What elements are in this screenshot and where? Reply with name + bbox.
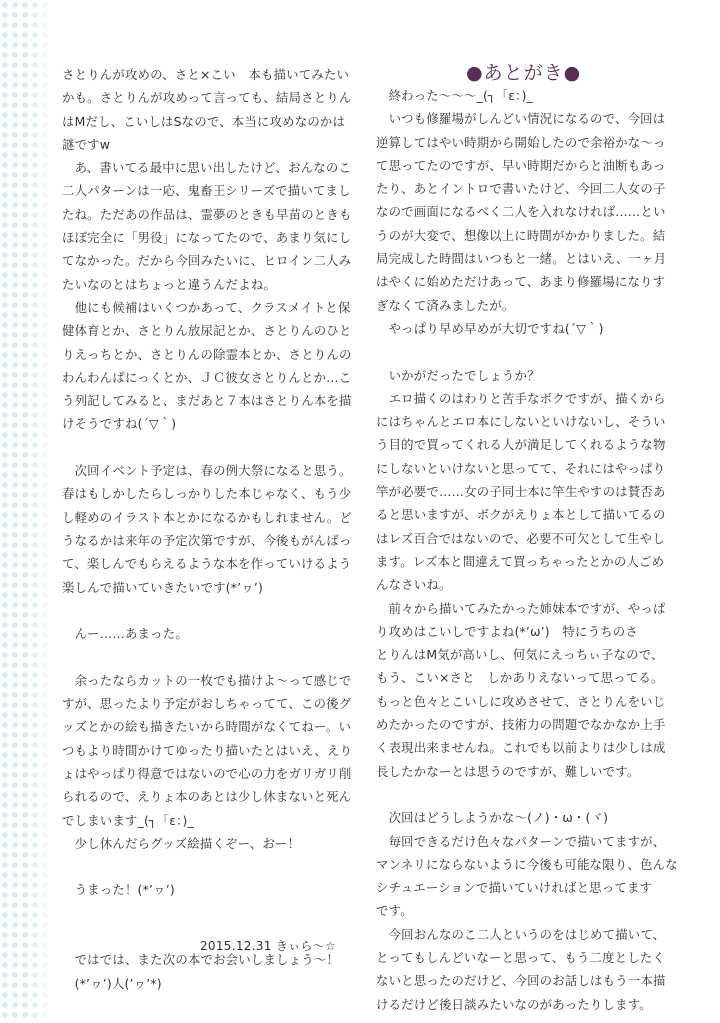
text-line: 逆算してはやい時期から開始したので余裕かな～っ: [376, 134, 666, 150]
heading-title: あとがき: [483, 62, 564, 84]
text-line: 竿が必要で……女の子同士本に竿生やすのは賛否あ: [376, 484, 666, 500]
text-line: 終わった～～～_(┐「ε：)_: [376, 88, 533, 103]
text-line: たいなのとはちょっと違うんだよね。: [62, 276, 277, 292]
text-line: シチュエーションで描いていければと思ってます: [376, 880, 653, 896]
text-line: 健体育とか、さとりん放尿記とか、さとりんのひと: [62, 323, 352, 339]
text-line: けるだけど後日談みたいなのがあったりします。: [376, 996, 652, 1012]
text-line: [62, 599, 362, 622]
text-line: エロ描くのはわりと苦手なボクですが、描くから: [376, 390, 666, 406]
text-line: はMだし、こいしはSなので、本当に攻めなのかは: [62, 113, 346, 129]
text-line: すが、思ったより予定がおしちゃってて、この後グ: [62, 696, 352, 712]
text-line: られるので、えりょ本のあとは少し休まないと死ん: [62, 789, 352, 805]
text-line: けそうですね(´▽｀): [62, 416, 177, 432]
text-line: いつも修羅場がしんどい情況になるので、今回は: [376, 111, 666, 127]
text-line: わんわんぱにっくとか、ＪＣ彼女さとりんとか…こ: [62, 369, 352, 385]
text-line: ると思いますが、ボクがえりょ本として描いてるの: [376, 507, 666, 523]
text-line: 余ったならカットの一枚でも描けよ～って感じで: [62, 672, 352, 688]
text-line: さとりんが攻めの、さと×こい 本も描いてみたい: [62, 67, 350, 82]
text-line: マンネリにならないように今後も可能な限り、色んな: [376, 856, 678, 872]
text-line: 次回はどうしようかな～(ノ)・ω・(ヾ): [376, 810, 609, 826]
text-line: て、楽しんでもらえるような本を作っていけるよう: [62, 556, 352, 572]
heading-left-dot: ●: [466, 62, 484, 84]
text-line: り攻めはこいしですよね(*’ω’) 特にうちのさ: [376, 623, 638, 639]
text-line: 長したかなーとは思うのですが、難しいです。: [376, 763, 640, 779]
text-line: 謎ですw: [62, 136, 111, 152]
signature-date: 2015.12.31 きぃら～☆: [200, 939, 337, 953]
text-line: にはちゃんとエロ本にしないといけないし、そうい: [376, 414, 666, 430]
text-line: んー……あまった。: [62, 626, 188, 642]
text-line: し軽めのイラスト本とかになるかもしれません。ど: [62, 509, 352, 525]
text-line: めたかったのですが、技術力の問題でなかなか上手: [376, 717, 666, 733]
text-line: ょはやっぱり得意ではないので心の力をガリガリ削: [62, 765, 352, 781]
text-line: ッズとかの絵も描きたいから時間がなくてねー。い: [62, 719, 352, 735]
text-line: 二人パターンは一応、鬼畜王シリーズで描いてまし: [62, 183, 351, 199]
text-line: く表現出来ませんね。これでも以前よりは少しは成: [376, 740, 666, 756]
text-line: はレズ百合ではないので、必要不可欠として生やし: [376, 530, 665, 546]
left-text-column: [62, 63, 362, 995]
text-line: うのが大変で、想像以上に時間がかかりました。結: [376, 227, 666, 243]
text-line: とりんはM気が高いし、何気にえっちぃ子なので、: [376, 647, 664, 663]
text-line: ほぼ完全に「男役」になってたので、あまり気にし: [62, 230, 352, 246]
text-line: ます。レズ本と間違えて買っちゃったとかの人ごめ: [376, 553, 665, 569]
text-line: んなさいね。: [376, 577, 452, 593]
text-line: です。: [376, 903, 413, 919]
text-line: [62, 436, 362, 459]
text-line: うなるかは来年の予定次第ですが、今後もがんばっ: [62, 532, 352, 548]
text-line: (*’ヮ’)人(’ヮ’*): [62, 975, 162, 991]
text-line: たり、あとイントロで書いたけど、今回二人女の子: [376, 181, 666, 197]
text-line: [376, 340, 666, 363]
text-line: て思ってたのですが、早い時期だからと油断もあっ: [376, 157, 666, 173]
text-line: 他にも候補はいくつかあって、クラスメイトと保: [62, 299, 351, 315]
text-line: りえっちとか、さとりんの除霊本とか、さとりんの: [62, 346, 352, 362]
text-line: [62, 645, 362, 668]
text-line: かも。さとりんが攻めって言っても、結局さとりん: [62, 90, 352, 106]
text-line: 春はもしかしたらしっかりした本じゃなく、もう少: [62, 486, 352, 502]
text-line: とってもしんどいなーと思って、もう二度としたく: [376, 949, 666, 965]
heading-right-dot: ●: [563, 62, 582, 84]
text-line: なので画面になるべく二人を入れなければ……とい: [376, 204, 666, 220]
text-line: [62, 855, 362, 878]
polka-dot-border: [0, 0, 52, 1023]
text-line: 前々から描いてみたかった姉妹本ですが、やっぱ: [376, 600, 666, 616]
text-line: もう、こい×さと しかありえないって思ってる。: [376, 670, 664, 686]
text-line: 次回イベント予定は、春の例大祭になると思う。: [62, 463, 352, 479]
text-line: てなかった。だから今回みたいに、ヒロイン二人み: [62, 253, 352, 269]
text-line: はやくに始めただけあって、あまり修羅場になりす: [376, 274, 666, 290]
text-line: いかがだったでしょうか？: [376, 367, 540, 383]
text-line: にしないといけないと思ってて、それにはやっぱり: [376, 460, 666, 476]
text-line: やっぱり早め早めが大切ですね(´▽｀): [376, 320, 604, 336]
text-line: [62, 902, 362, 925]
text-line: [376, 783, 666, 806]
afterword-heading: [466, 58, 581, 85]
text-line: 毎回できるだけ色々なパターンで描いてますが、: [376, 833, 666, 849]
text-line: 楽しんで描いていきたいです(*’ヮ’): [62, 579, 264, 595]
text-line: うまった！(*’ヮ’): [62, 882, 175, 898]
text-line: 少し休んだらグッズ絵描くぞー、おー！: [62, 835, 301, 851]
text-line: ではでは、また次の本でお会いしましょう～！: [62, 952, 339, 968]
text-line: ないと思ったのだけど、今回のお話しはもう一本描: [376, 973, 666, 989]
text-line: たね。ただあの作品は、霊夢のときも早苗のときも: [62, 206, 352, 222]
right-text-column: [376, 84, 678, 1016]
text-line: もっと色々とこいしに攻めさせて、さとりんをいじ: [376, 693, 666, 709]
text-line: う目的で買ってくれる人が満足してくれるような物: [376, 437, 666, 453]
text-line: ぎなくて済みましたが。: [376, 297, 515, 313]
text-line: う列記してみると、まだあと７本はさとりん本を描: [62, 393, 352, 409]
text-line: 今回おんなのこ二人というのをはじめて描いて、: [376, 926, 666, 942]
text-line: 局完成した時間はいつもと一緒。とはいえ、一ヶ月: [376, 251, 667, 267]
text-line: あ、書いてる最中に思い出したけど、おんなのこ: [62, 160, 352, 176]
text-line: でしまいます_(┐「ε：)_: [62, 812, 194, 828]
text-line: つもより時間かけてゆったり描いたとはいえ、えり: [62, 742, 353, 758]
